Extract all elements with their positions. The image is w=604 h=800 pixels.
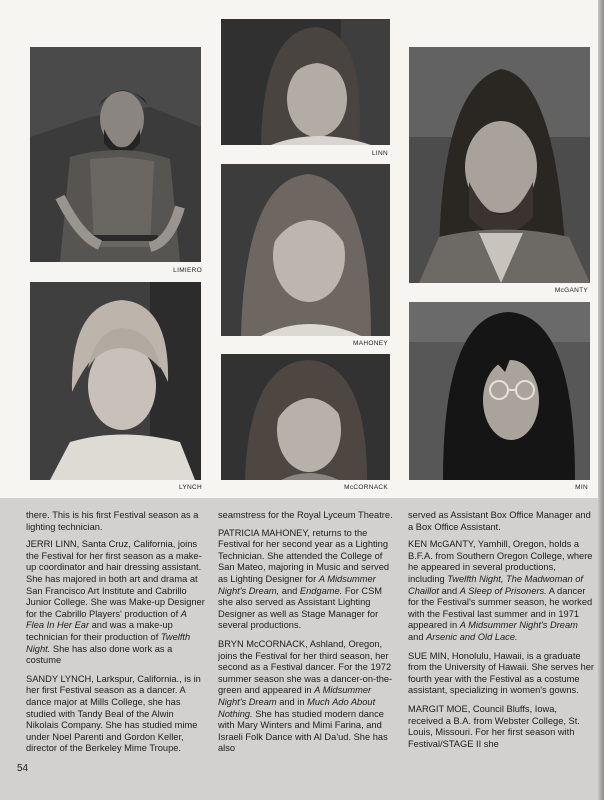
paragraph-sandy-lynch: SANDY LYNCH, Larkspur, California., is in her first Festival season as a dancer. A dance major at Mills College, she has studied with Tandy Beal of the Alwin Nikolais Company. She has studied mime under Noel Parenti and Gordon Keller, director of the Berkeley Mime Troupe.: [26, 673, 201, 754]
paragraph-bryn-mccornack: BRYN McCORNACK, Ashland, Oregon, joins the Festival for her third season, her second as a Festival dancer. For the 1972 summer season she was a dancer-on-the-green and appeared in A Midsummer Night's Dream and in Much Ado About Nothing. She has studied modern dance with Mary Winters and Mimi Farina, and Israeli Folk Dance with Al Da'ud. She has also: [218, 638, 393, 754]
photo-linn: [221, 19, 390, 145]
caption-mcganty: McGANTY: [554, 287, 588, 294]
text-column-1: [26, 510, 206, 778]
photo-mccornack: [221, 354, 390, 480]
text-column-2: [218, 510, 396, 778]
paragraph-continued-limiero: there. This is his first Festival season as a lighting technician.: [26, 510, 199, 532]
page-binding-edge: [598, 0, 604, 800]
paragraph-sue-min: SUE MIN, Honolulu, Hawaii, is a graduate from the University of Hawaii. She serves her fourth year with the Festival as a costume assistant, specializing in women's gowns.: [408, 650, 594, 696]
caption-mahoney: MAHONEY: [353, 340, 388, 347]
caption-mccornack: McCORNACK: [344, 484, 388, 491]
caption-lynch: LYNCH: [178, 484, 202, 491]
photo-mahoney: [221, 164, 390, 336]
photo-lynch: [30, 282, 201, 480]
paragraph-patricia-mahoney: PATRICIA MAHONEY, returns to the Festival for her second year as a Lighting Technician. She attended the College of San Mateo, majoring in Music and served as Lighting Designer for A Midsummer Night's Dream, and Endgame. For CSM she also served as Assistant Lighting Designer as well as Stage Manager for several productions.: [218, 527, 390, 631]
photo-min: [409, 302, 590, 480]
caption-limiero: LIMIERO: [173, 267, 202, 274]
page-number: 54: [17, 763, 29, 774]
caption-linn: LINN: [371, 150, 388, 157]
photo-limiero: [30, 47, 201, 262]
photo-mcganty: [409, 47, 590, 283]
paragraph-continued-mccornack: served as Assistant Box Office Manager and a Box Office Assistant.: [408, 510, 591, 532]
paragraph-margit-moe: MARGIT MOE, Council Bluffs, Iowa, received a B.A. from Webster College, St. Louis, Missouri. For her first season with Festival/STAGE II she: [408, 703, 580, 749]
paragraph-continued-linn: seamstress for the Royal Lyceum Theatre.: [218, 510, 393, 520]
caption-min: MIN: [575, 484, 588, 491]
text-column-3: [408, 510, 594, 778]
paragraph-jerri-linn: JERRI LINN, Santa Cruz, California, joins the Festival for her first season as a make-up coordinator and hair dressing assistant. She has majored in both art and drama at San Francisco Art Institute and Cabrillo Junior College. She was Make-up Designer for the Cabrillo Players' production of A Flea In Her Ear and was a make-up technician for their production of Twelfth Night. She has also done work as a costume: [26, 539, 205, 666]
paragraph-ken-mcganty: KEN McGANTY, Yamhill, Oregon, holds a B.F.A. from Southern Oregon College, where he appeared in several productions, including Twelfth Night, The Madwoman of Chaillot and A Sleep of Prisoners. A dancer for the Festival's summer season, he worked with the Festival last summer and in 1971 appeared in A Midsummer Night's Dream and Arsenic and Old Lace.: [408, 539, 593, 642]
